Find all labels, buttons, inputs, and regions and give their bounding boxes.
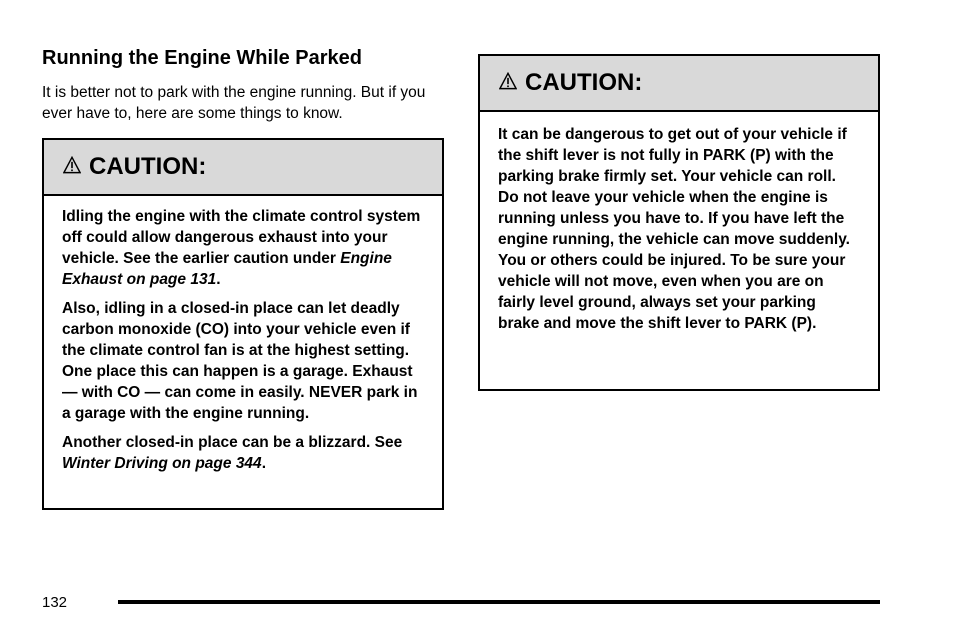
caution-paragraph: Also, idling in a closed-in place can let deadly carbon monoxide (CO) into your vehicle even if the climate control fan is at the highest setting. One place this can happen is a garage. Exhaust — with CO — can come in easily. NEVER park in a garage with the engine running. (62, 300, 418, 422)
caution-text: Idling the engine with the climate control system off could allow dangerous exhaust into your vehicle. See the earlier caution under (62, 208, 421, 267)
caution-text: . (216, 271, 221, 288)
caution-box-shift-lever (478, 54, 880, 391)
intro-paragraph: It is better not to park with the engine running. But if you ever have to, here are some things to know. (42, 84, 426, 122)
page-number: 132 (42, 594, 68, 611)
caution-paragraph (62, 206, 424, 290)
warning-triangle-icon (63, 156, 81, 174)
caution-body (480, 112, 878, 334)
caution-text: . (261, 455, 266, 472)
caution-title: CAUTION: (89, 153, 207, 180)
caution-text: Another closed-in place can be a blizzard. See (62, 434, 403, 451)
caution-body (44, 196, 442, 474)
footer-rule (118, 600, 880, 604)
section-heading: Running the Engine While Parked (42, 47, 363, 69)
page-reference: Engine Exhaust on page 131 (62, 250, 392, 288)
caution-header (480, 56, 878, 112)
caution-paragraph (62, 432, 424, 474)
caution-header (44, 140, 442, 196)
caution-paragraph: It can be dangerous to get out of your vehicle if the shift lever is not fully in PARK (P) with the parking brake firmly set. Your vehicle can roll. Do not leave your vehicle when the engine is running unless you have to. If you have left the engine running, the vehicle can move suddenly. You or others could be injured. To be sure your vehicle will not move, even when you are on fairly level ground, always set your parking brake and move the shift lever to PARK (P). (498, 126, 850, 332)
page-reference: Winter Driving on page 344 (62, 455, 262, 472)
warning-triangle-icon (499, 72, 517, 90)
caution-title: CAUTION: (525, 69, 643, 96)
caution-box-exhaust (42, 138, 444, 510)
